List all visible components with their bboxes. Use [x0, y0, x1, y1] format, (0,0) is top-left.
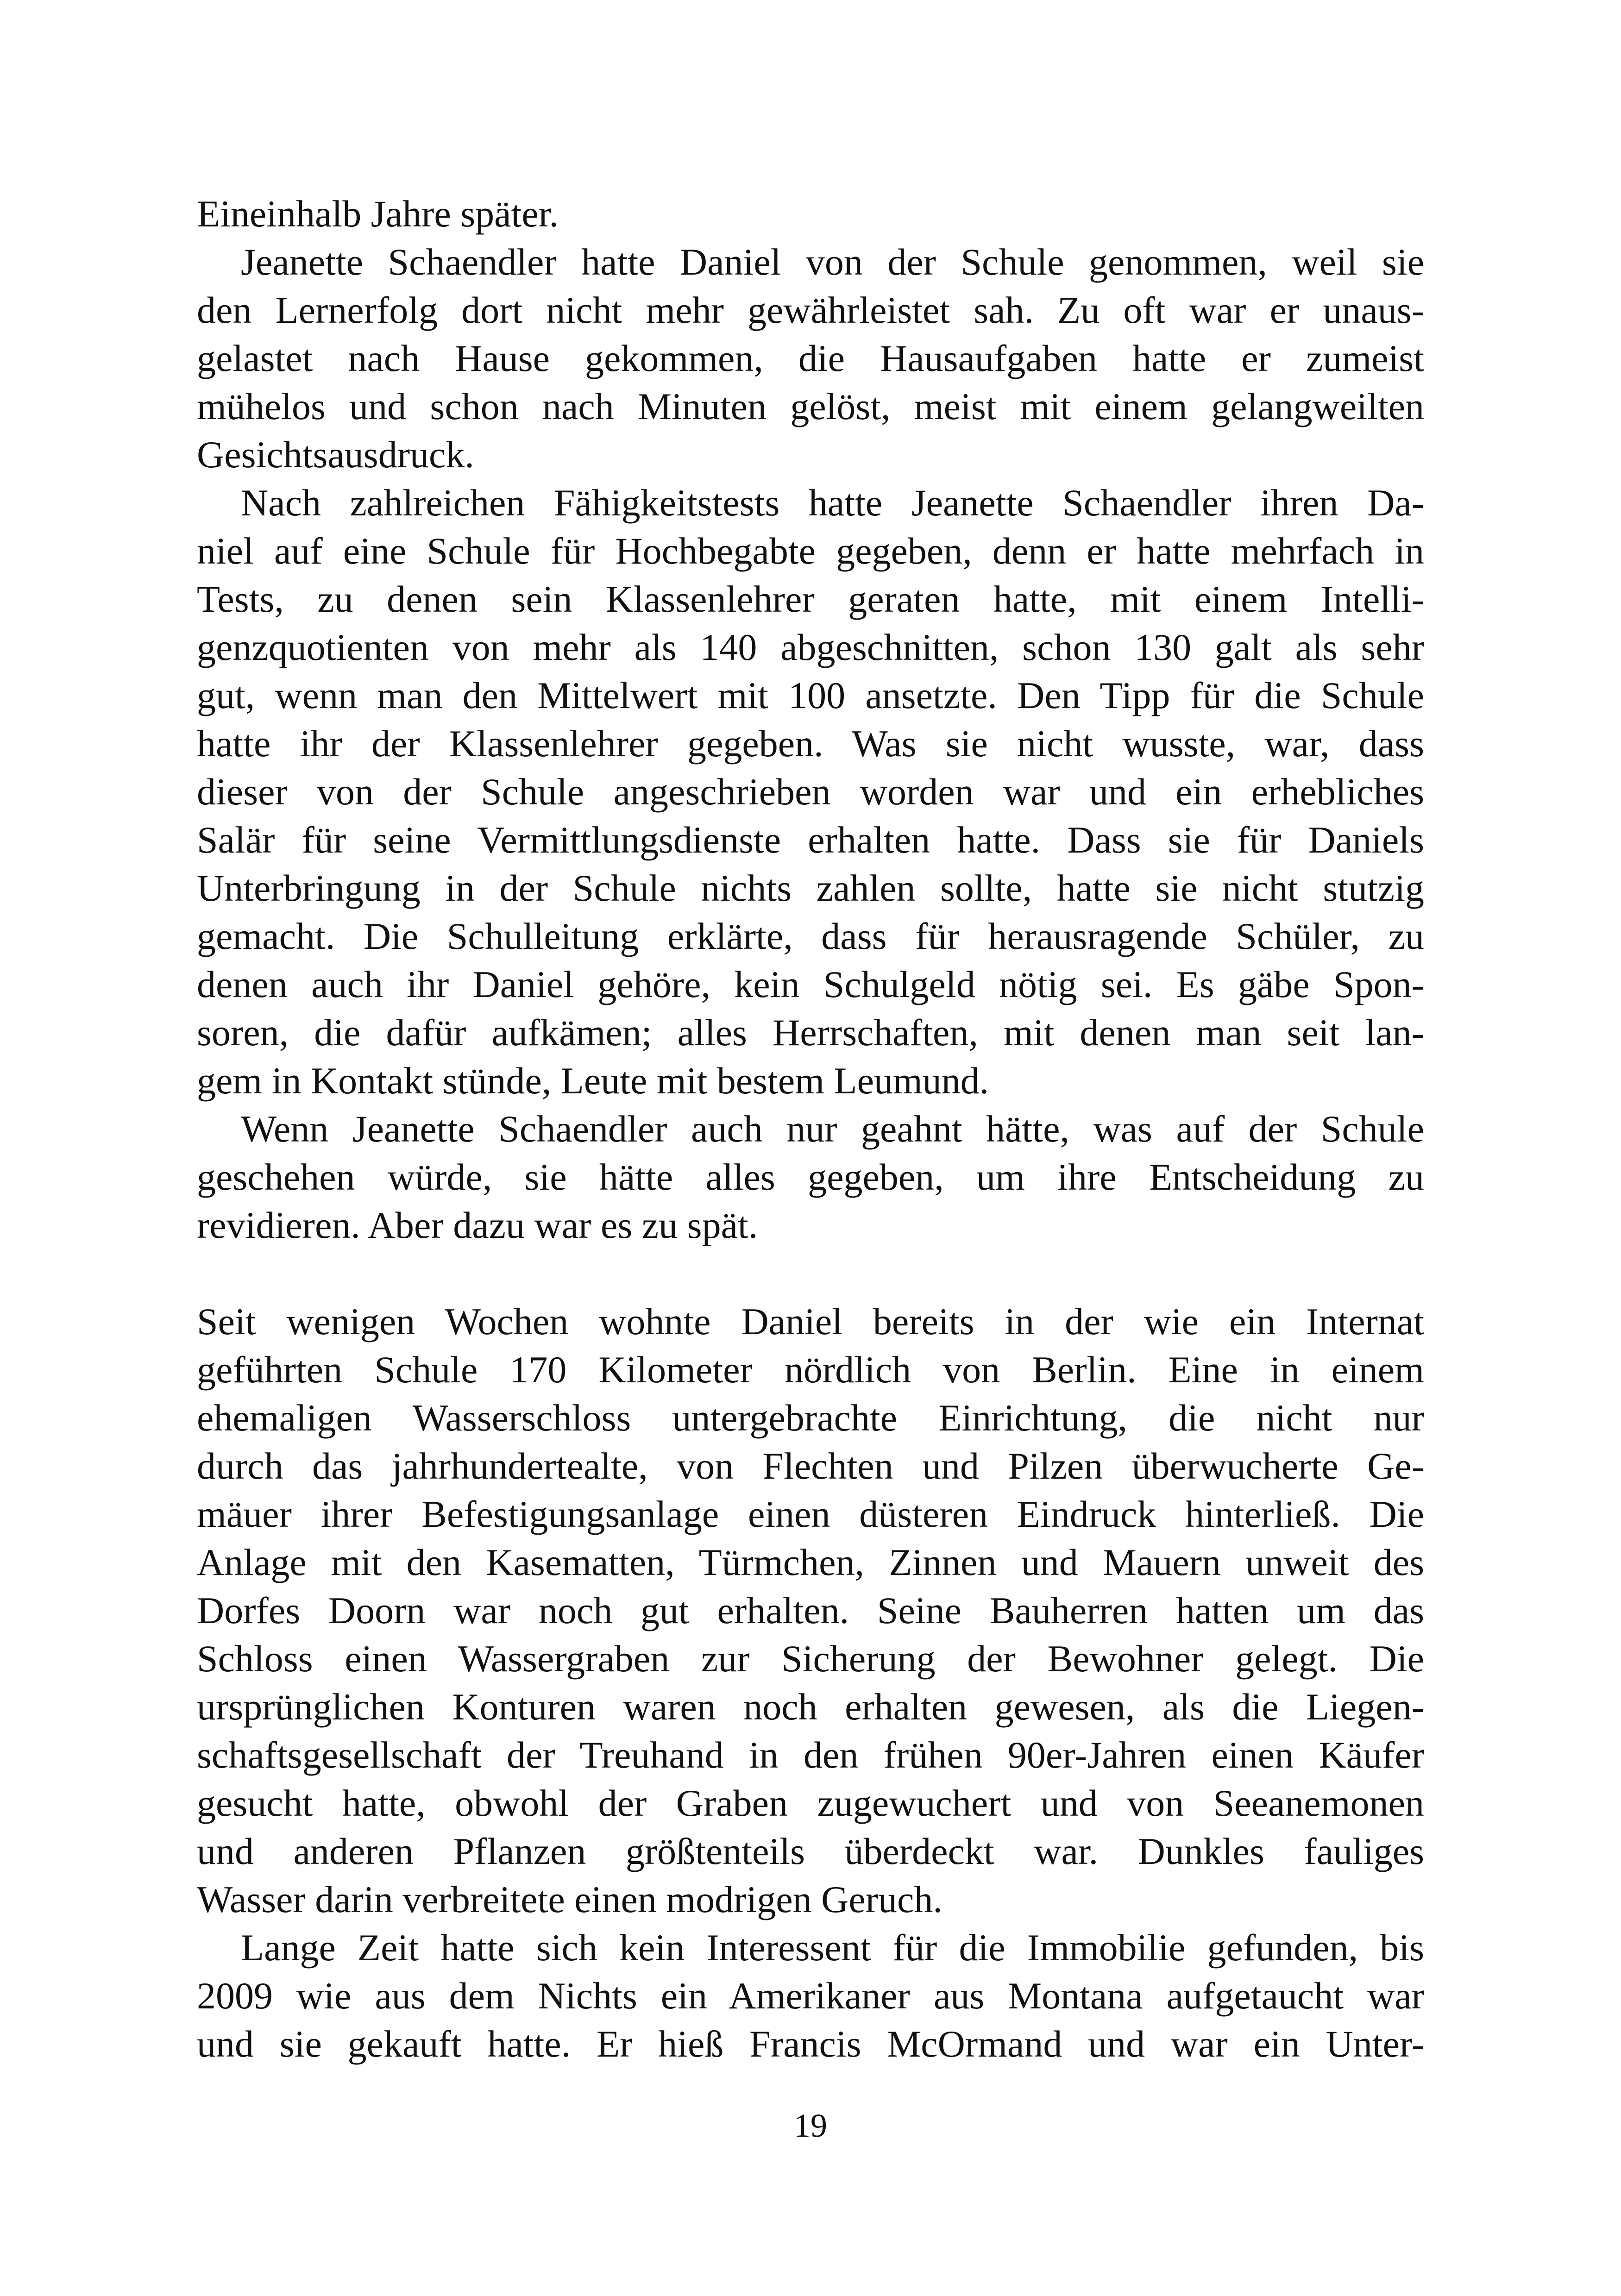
paragraph-gap [197, 1249, 1424, 1298]
text-line: Jeanette Schaendler hatte Daniel von der Schule genommen, weil sie [241, 241, 1424, 283]
text-line: Salär für seine Vermittlungsdienste erhalten hatte. Dass sie für Daniels [197, 819, 1424, 861]
paragraph [197, 1298, 1424, 1924]
text-line: gemacht. Die Schulleitung erklärte, dass für herausragende Schüler, zu [197, 915, 1424, 957]
text-line: Anlage mit den Kasematten, Türmchen, Zinnen und Mauern unweit des [197, 1541, 1424, 1583]
text-line: niel auf eine Schule für Hochbegabte gegeben, denn er hatte mehrfach in [197, 530, 1424, 572]
text-line: ursprünglichen Konturen waren noch erhalten gewesen, als die Liegen- [197, 1686, 1424, 1728]
text-line: Unterbringung in der Schule nichts zahlen sollte, hatte sie nicht stutzig [197, 867, 1424, 909]
text-line: gut, wenn man den Mittelwert mit 100 ansetzte. Den Tipp für die Schule [197, 674, 1424, 716]
text-line: soren, die dafür aufkämen; alles Herrschaften, mit denen man seit lan- [197, 1011, 1424, 1054]
text-line: Tests, zu denen sein Klassenlehrer geraten hatte, mit einem Intelli- [197, 578, 1424, 620]
text-line: Eineinhalb Jahre später. [197, 193, 559, 235]
body-text [197, 190, 1424, 2068]
text-line: Wenn Jeanette Schaendler auch nur geahnt hätte, was auf der Schule [241, 1108, 1424, 1150]
text-line: mäuer ihrer Befestigungsanlage einen düsteren Eindruck hinterließ. Die [197, 1493, 1424, 1535]
text-line: Seit wenigen Wochen wohnte Daniel bereits in der wie ein Internat [197, 1300, 1424, 1342]
text-line: geschehen würde, sie hätte alles gegeben, um ihre Entscheidung zu [197, 1156, 1424, 1198]
text-line: revidieren. Aber dazu war es zu spät. [197, 1204, 758, 1246]
text-line: Wasser darin verbreitete einen modrigen Geruch. [197, 1878, 942, 1920]
paragraph [197, 1924, 1424, 2068]
text-line: geführten Schule 170 Kilometer nördlich von Berlin. Eine in einem [197, 1349, 1424, 1391]
text-line: hatte ihr der Klassenlehrer gegeben. Was sie nicht wusste, war, dass [197, 722, 1424, 765]
paragraph [197, 479, 1424, 1105]
paragraph [197, 1105, 1424, 1249]
text-line: gelastet nach Hause gekommen, die Hausaufgaben hatte er zumeist [197, 337, 1424, 379]
text-line: Lange Zeit hatte sich kein Interessent für die Immobilie gefunden, bis [241, 1926, 1424, 1969]
text-line: denen auch ihr Daniel gehöre, kein Schulgeld nötig sei. Es gäbe Spon- [197, 963, 1424, 1005]
paragraph [197, 238, 1424, 479]
text-line: dieser von der Schule angeschrieben worden war und ein erhebliches [197, 771, 1424, 813]
text-line: Gesichtsausdruck. [197, 433, 474, 476]
text-line: und sie gekauft hatte. Er hieß Francis McOrmand und war ein Unter- [197, 2023, 1424, 2065]
text-line: und anderen Pflanzen größtenteils überdeckt war. Dunkles fauliges [197, 1830, 1424, 1872]
text-line: 2009 wie aus dem Nichts ein Amerikaner aus Montana aufgetaucht war [197, 1975, 1424, 2017]
text-line: mühelos und schon nach Minuten gelöst, meist mit einem gelangweilten [197, 385, 1424, 427]
text-line: ehemaligen Wasserschloss untergebrachte Einrichtung, die nicht nur [197, 1397, 1424, 1439]
text-line: gesucht hatte, obwohl der Graben zugewuchert und von Seeanemonen [197, 1782, 1424, 1824]
text-line: den Lernerfolg dort nicht mehr gewährleistet sah. Zu oft war er unaus- [197, 289, 1424, 331]
text-line: schaftsgesellschaft der Treuhand in den frühen 90er-Jahren einen Käufer [197, 1734, 1424, 1776]
text-line: genzquotienten von mehr als 140 abgeschnitten, schon 130 galt als sehr [197, 626, 1424, 668]
text-line: Dorfes Doorn war noch gut erhalten. Seine Bauherren hatten um das [197, 1589, 1424, 1631]
paragraph [197, 190, 1424, 238]
text-line: durch das jahrhundertealte, von Flechten und Pilzen überwucherte Ge- [197, 1445, 1424, 1487]
text-line: Schloss einen Wassergraben zur Sicherung der Bewohner gelegt. Die [197, 1637, 1424, 1680]
text-line: Nach zahlreichen Fähigkeitstests hatte Jeanette Schaendler ihren Da- [241, 482, 1424, 524]
text-line: gem in Kontakt stünde, Leute mit bestem Leumund. [197, 1060, 989, 1102]
page-number: 19 [794, 2107, 827, 2144]
